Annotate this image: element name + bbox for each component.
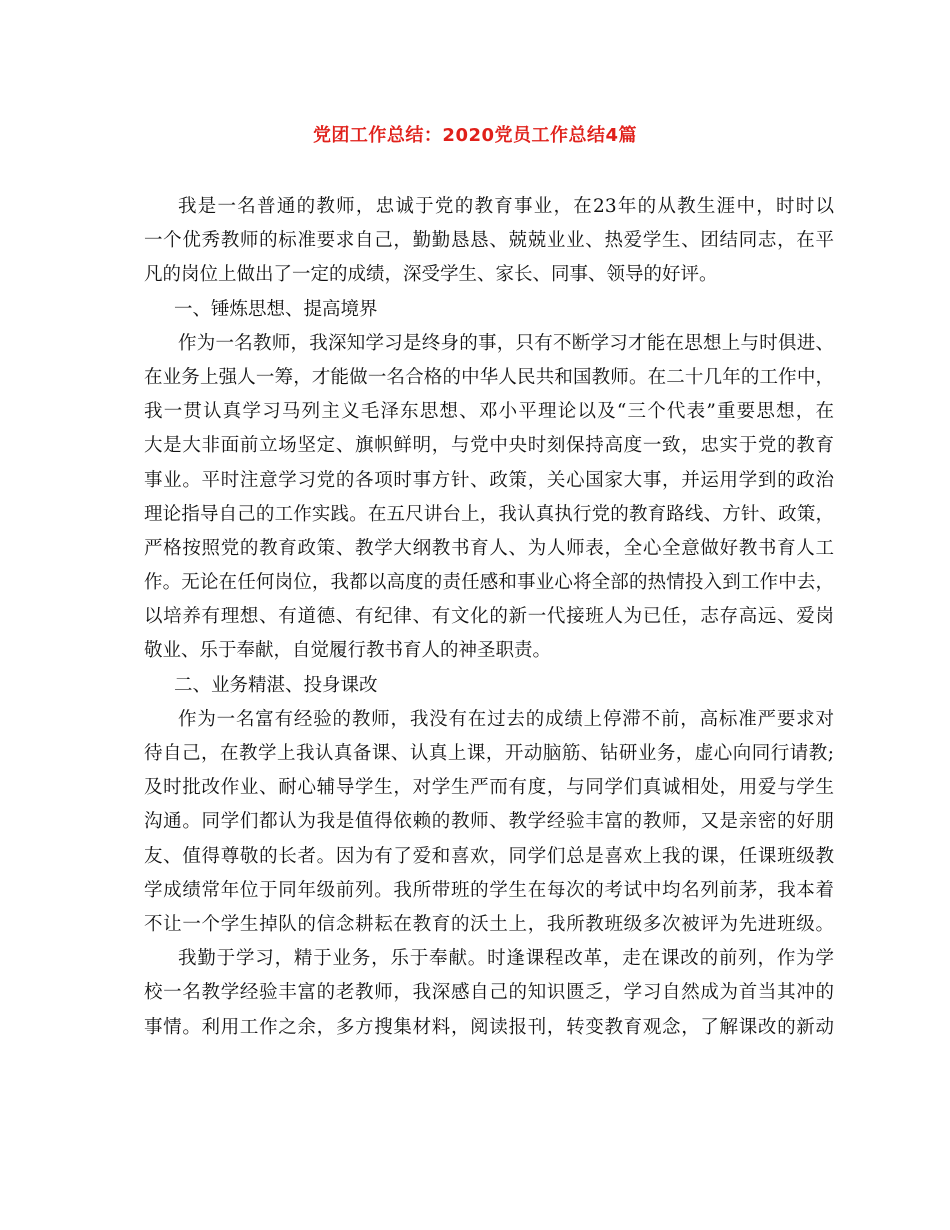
paragraph-line: 及时批改作业、耐心辅导学生，对学生严而有度，与同学们真诚相处，用爱与学生 (144, 777, 834, 799)
document-body (144, 190, 834, 1045)
paragraph-line: 事业。平时注意学习党的各项时事方针、政策，关心国家大事，并运用学到的政治 (144, 469, 834, 491)
paragraph-line: 在业务上强人一筹，才能做一名合格的中华人民共和国教师。在二十几年的工作中， (144, 366, 834, 388)
paragraph-line: 大是大非面前立场坚定、旗帜鲜明，与党中央时刻保持高度一致，忠实于党的教育 (144, 435, 834, 457)
paragraph-line: 以培养有理想、有道德、有纪律、有文化的新一代接班人为已任，志存高远、爱岗 (144, 606, 834, 628)
paragraph-line: 学成绩常年位于同年级前列。我所带班的学生在每次的考试中均名列前茅，我本着 (144, 879, 834, 901)
paragraph-line: 敬业、乐于奉献，自觉履行教书育人的神圣职责。 (144, 640, 552, 662)
paragraph-line: 严格按照党的教育政策、教学大纲教书育人、为人师表，全心全意做好教书育人工 (144, 537, 834, 559)
paragraph-line: 不让一个学生掉队的信念耕耘在教育的沃土上，我所教班级多次被评为先进班级。 (144, 913, 834, 935)
paragraph-line: 作为一名教师，我深知学习是终身的事，只有不断学习才能在思想上与时俱进、 (178, 332, 834, 354)
document-title: 党团工作总结：2020党员工作总结4篇 (312, 125, 638, 146)
paragraph-line: 友、值得尊敬的长者。因为有了爱和喜欢，同学们总是喜欢上我的课，任课班级教 (144, 845, 834, 867)
paragraph-line: 我一贯认真学习马列主义毛泽东思想、邓小平理论以及“三个代表”重要思想，在 (144, 401, 834, 423)
paragraph-line: 我勤于学习，精于业务，乐于奉献。时逢课程改革，走在课改的前列，作为学 (178, 948, 834, 970)
paragraph-line: 我是一名普通的教师，忠诚于党的教育事业，在23年的从教生涯中，时时以 (178, 196, 834, 217)
paragraph-line: 事情。利用工作之余，多方搜集材料，阅读报刊，转变教育观念，了解课改的新动 (144, 1016, 834, 1038)
paragraph-line: 一个优秀教师的标准要求自己，勤勤恳恳、兢兢业业、热爱学生、团结同志，在平 (144, 230, 834, 252)
paragraph-line: 校一名教学经验丰富的老教师，我深感自己的知识匮乏，学习自然成为首当其冲的 (144, 982, 834, 1004)
paragraph-line: 作为一名富有经验的教师，我没有在过去的成绩上停滞不前，高标准严要求对 (178, 708, 834, 730)
paragraph-line: 沟通。同学们都认为我是值得依赖的教师、教学经验丰富的教师，又是亲密的好朋 (144, 811, 834, 833)
paragraph-line: 作。无论在任何岗位，我都以高度的责任感和事业心将全部的热情投入到工作中去， (144, 572, 834, 594)
paragraph-line: 理论指导自己的工作实践。在五尺讲台上，我认真执行党的教育路线、方针、政策， (144, 503, 834, 525)
paragraph-line: 凡的岗位上做出了一定的成绩，深受学生、家长、同事、领导的好评。 (144, 264, 718, 286)
section-heading: 一、锤炼思想、提高境界 (174, 298, 378, 320)
paragraph-line: 待自己，在教学上我认真备课、认真上课，开动脑筋、钻研业务，虚心向同行请教; (144, 743, 834, 764)
section-heading: 二、业务精湛、投身课改 (174, 674, 378, 696)
